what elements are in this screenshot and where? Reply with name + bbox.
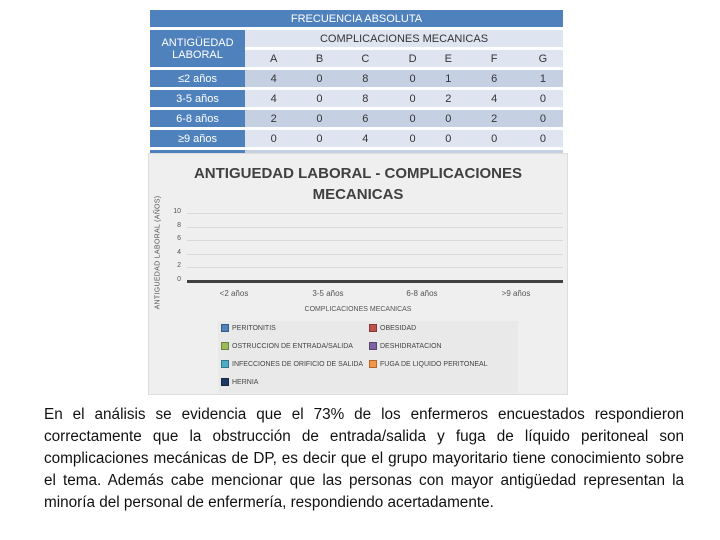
legend-item bbox=[221, 342, 353, 350]
gridline bbox=[187, 254, 563, 255]
legend-swatch-icon bbox=[369, 342, 377, 350]
cell: 0 bbox=[302, 90, 336, 107]
cell: 4 bbox=[245, 90, 302, 107]
column-header: F bbox=[466, 50, 523, 67]
x-tick-label: <2 años bbox=[219, 289, 249, 298]
cell: 4 bbox=[466, 90, 523, 107]
legend-swatch-icon bbox=[369, 324, 377, 332]
gridline bbox=[187, 240, 563, 241]
y-tick-label: 0 bbox=[177, 276, 181, 283]
cell: 0 bbox=[394, 90, 431, 107]
column-header: A bbox=[245, 50, 302, 67]
cell: 0 bbox=[394, 130, 431, 147]
cell: 1 bbox=[431, 70, 465, 87]
row-header: ANTIGÜEDAD LABORAL bbox=[150, 30, 245, 67]
bar-chart bbox=[148, 153, 568, 395]
cell: 2 bbox=[466, 110, 523, 127]
legend-item bbox=[369, 342, 442, 350]
cell: 0 bbox=[523, 110, 563, 127]
table-row bbox=[150, 130, 563, 147]
x-tick-label: >9 años bbox=[501, 289, 531, 298]
analysis-paragraph: En el análisis se evidencia que el 73% de los enfermeros encuestados respondieron correctamente que la obstrucción de entrada/salida y fuga de líquido peritoneal son complicaciones mecánicas de DP, es decir que el grupo mayoritario tiene conocimiento sobre el tema. Además cabe mencionar que las personas con mayor antigüedad representan la minoría del personal de enfermería, respondiendo acertadamente. bbox=[44, 406, 684, 511]
table-row bbox=[150, 70, 563, 87]
cell: 0 bbox=[302, 130, 336, 147]
cell: 0 bbox=[394, 110, 431, 127]
cell: 0 bbox=[394, 70, 431, 87]
legend-swatch-icon bbox=[221, 324, 229, 332]
legend-swatch-icon bbox=[221, 342, 229, 350]
table-row bbox=[150, 110, 563, 127]
legend-swatch-icon bbox=[369, 360, 377, 368]
legend-swatch-icon bbox=[221, 360, 229, 368]
y-axis-label: ANTIGUEDAD LABORAL (AÑOS) bbox=[154, 195, 162, 310]
gridline bbox=[187, 213, 563, 214]
cell: 8 bbox=[337, 90, 394, 107]
row-label: 6-8 años bbox=[150, 110, 245, 127]
cell: 8 bbox=[337, 70, 394, 87]
x-tick-label: 6-8 años bbox=[406, 289, 438, 298]
column-header: C bbox=[337, 50, 394, 67]
cell: 0 bbox=[431, 110, 465, 127]
cell: 4 bbox=[245, 70, 302, 87]
cell: 4 bbox=[337, 130, 394, 147]
y-tick-label: 8 bbox=[177, 221, 181, 229]
cell: 6 bbox=[337, 110, 394, 127]
x-tick-label: 3-5 años bbox=[312, 289, 344, 298]
group-header: COMPLICACIONES MECANICAS bbox=[245, 30, 563, 47]
y-tick-label: 6 bbox=[177, 235, 181, 243]
y-tick-label: 4 bbox=[177, 248, 181, 256]
y-tick-label: 10 bbox=[173, 208, 181, 215]
y-tick-label: 2 bbox=[177, 262, 181, 270]
legend-label: FUGA DE LIQUIDO PERITONEAL bbox=[380, 360, 488, 368]
cell: 1 bbox=[523, 70, 563, 87]
legend-label: OSTRUCCION DE ENTRADA/SALIDA bbox=[232, 342, 353, 350]
legend-item bbox=[369, 324, 416, 332]
gridline bbox=[187, 267, 563, 268]
legend-item bbox=[221, 360, 363, 368]
column-header: B bbox=[302, 50, 336, 67]
legend-swatch-icon bbox=[221, 378, 229, 386]
cell: 6 bbox=[466, 70, 523, 87]
row-label: ≥9 años bbox=[150, 130, 245, 147]
cell: 0 bbox=[302, 70, 336, 87]
chart-legend bbox=[218, 321, 518, 393]
gridline bbox=[187, 227, 563, 228]
frequency-table bbox=[150, 10, 563, 153]
cell: 2 bbox=[245, 110, 302, 127]
cell: 0 bbox=[302, 110, 336, 127]
cell: 0 bbox=[431, 130, 465, 147]
cell: 0 bbox=[523, 130, 563, 147]
legend-label: INFECCIONES DE ORIFICIO DE SALIDA bbox=[232, 360, 364, 368]
legend-label: HERNIA bbox=[232, 378, 259, 386]
x-axis-line bbox=[187, 280, 563, 283]
column-header: G bbox=[523, 50, 563, 67]
cell: 0 bbox=[466, 130, 523, 147]
legend-label: OBESIDAD bbox=[380, 324, 417, 332]
table-title: FRECUENCIA ABSOLUTA bbox=[150, 10, 563, 27]
legend-item bbox=[221, 378, 258, 386]
row-label: ≤2 años bbox=[150, 70, 245, 87]
cell: 2 bbox=[431, 90, 465, 107]
chart-title: ANTIGUEDAD LABORAL - COMPLICACIONES MECANICAS bbox=[193, 165, 523, 203]
legend-label: PERITONITIS bbox=[232, 324, 276, 332]
x-axis-label: COMPLICACIONES MECANICAS bbox=[304, 306, 412, 313]
cell: 0 bbox=[245, 130, 302, 147]
legend-item bbox=[221, 324, 276, 332]
legend-item bbox=[369, 360, 488, 368]
column-header: D bbox=[394, 50, 431, 67]
legend-label: DESHIDRATACION bbox=[380, 342, 442, 350]
column-header: E bbox=[431, 50, 465, 67]
cell: 0 bbox=[523, 90, 563, 107]
table-row bbox=[150, 90, 563, 107]
row-label: 3-5 años bbox=[150, 90, 245, 107]
